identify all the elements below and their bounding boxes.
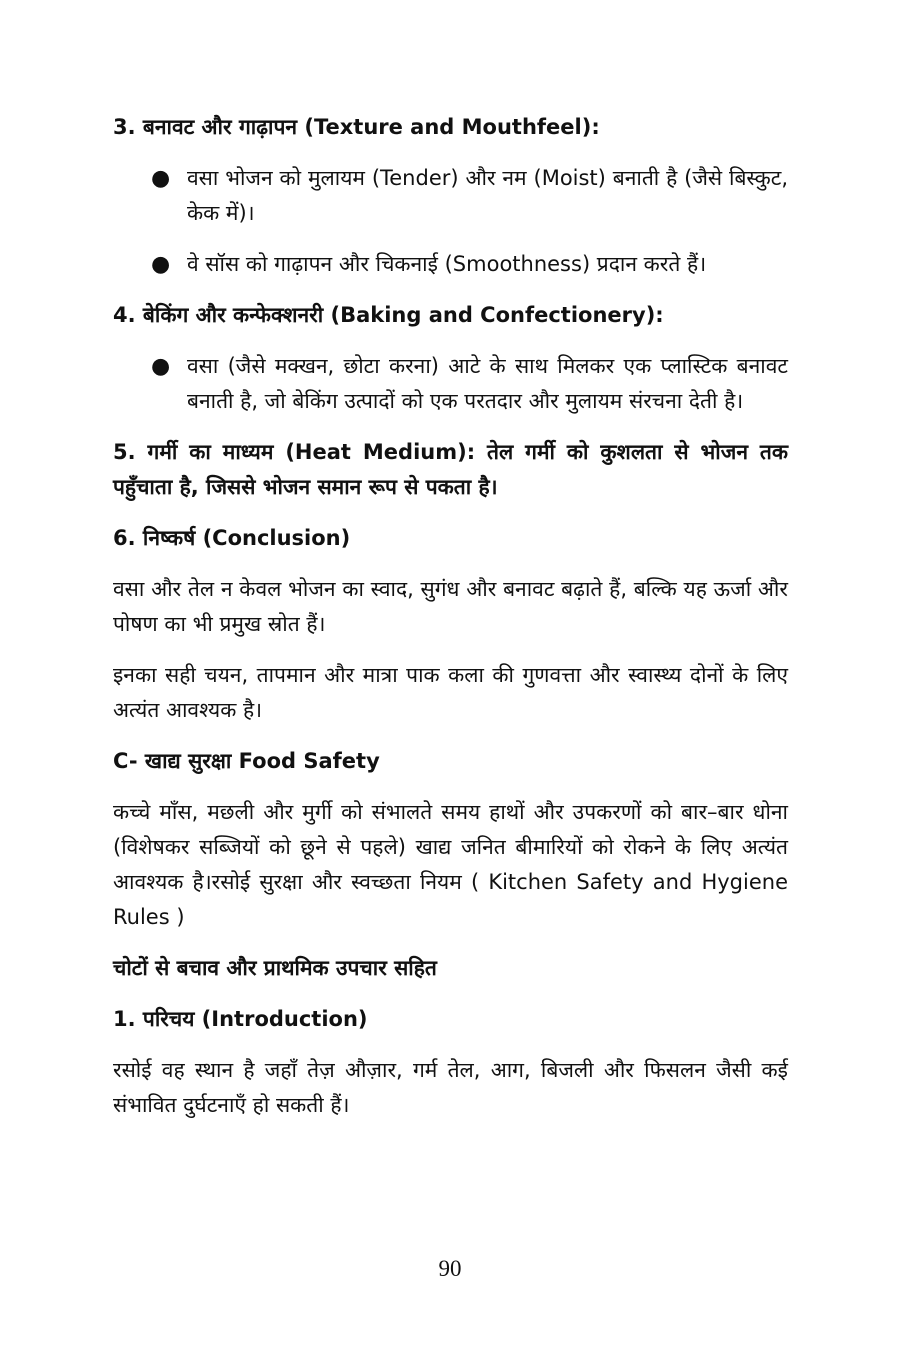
list-item: ● वसा भोजन को मुलायम (Tender) और नम (Moist) बनाती है (जैसे बिस्कुट, केक में)।: [113, 161, 788, 231]
bullet-icon: ●: [151, 166, 171, 191]
section-4-heading: 4. बेकिंग और कन्फेक्शनरी (Baking and Confectionery):: [113, 303, 664, 327]
introduction-heading: 1. परिचय (Introduction): [113, 1007, 368, 1031]
section-3-heading: 3. बनावट और गाढ़ापन (Texture and Mouthfeel):: [113, 115, 600, 139]
bullet-icon: ●: [151, 354, 171, 379]
food-safety-paragraph: कच्चे माँस, मछली और मुर्गी को संभालते समय हाथों और उपकरणों को बार–बार धोना (विशेषकर सब्जियों को छूने से पहले) खाद्य जनित बीमारियों को रोकने के लिए अत्यंत आवश्यक है।रसोई सुरक्षा और स्वच्छता नियम ( Kitchen Safety and Hygiene Rules ): [113, 800, 788, 929]
conclusion-paragraph-2: इनका सही चयन, तापमान और मात्रा पाक कला की गुणवत्ता और स्वास्थ्य दोनों के लिए अत्यंत आवश्यक है।: [113, 663, 788, 722]
injury-prevention-heading: चोटों से बचाव और प्राथमिक उपचार सहित: [113, 956, 437, 980]
food-safety-heading: C- खाद्य सुरक्षा Food Safety: [113, 749, 380, 773]
bullet-icon: ●: [151, 252, 171, 277]
conclusion-paragraph-1: वसा और तेल न केवल भोजन का स्वाद, सुगंध और बनावट बढ़ाते हैं, बल्कि यह ऊर्जा और पोषण का भी प्रमुख स्रोत हैं।: [113, 577, 788, 636]
section-3-bullets: [113, 161, 788, 282]
section-5-text: 5. गर्मी का माध्यम (Heat Medium): तेल गर्मी को कुशलता से भोजन तक पहुँचाता है, जिससे भोजन समान रूप से पकता है।: [113, 440, 788, 499]
section-6-heading: 6. निष्कर्ष (Conclusion): [113, 526, 351, 550]
list-item: ● वसा (जैसे मक्खन, छोटा करना) आटे के साथ मिलकर एक प्लास्टिक बनावट बनाती है, जो बेकिंग उत्पादों को एक परतदार और मुलायम संरचना देती है।: [113, 349, 788, 419]
page-content: [113, 110, 788, 1139]
list-item: ● वे सॉस को गाढ़ापन और चिकनाई (Smoothness) प्रदान करते हैं।: [113, 247, 788, 282]
page-number: 90: [438, 1256, 462, 1281]
section-4-bullets: [113, 349, 788, 419]
introduction-paragraph: रसोई वह स्थान है जहाँ तेज़ औज़ार, गर्म तेल, आग, बिजली और फिसलन जैसी कई संभावित दुर्घटनाएँ हो सकती हैं।: [113, 1058, 788, 1117]
